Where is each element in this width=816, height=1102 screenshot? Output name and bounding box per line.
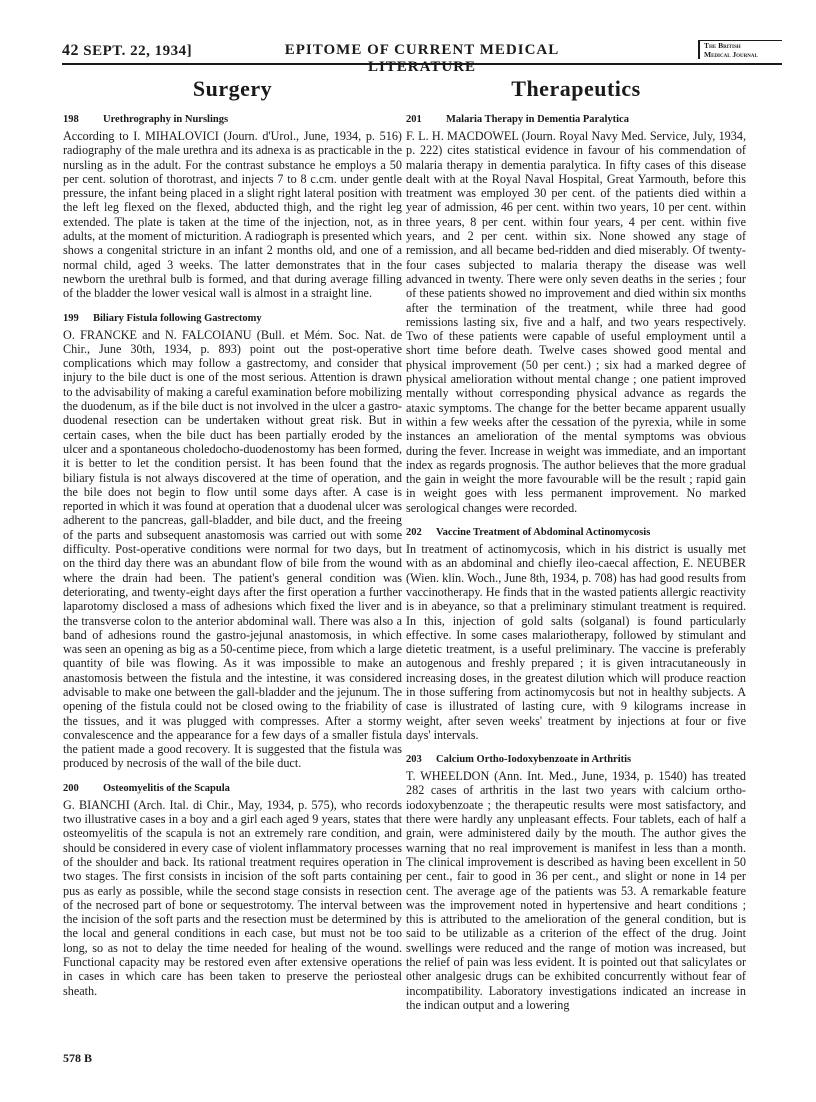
article-200-body: G. BIANCHI (Arch. Ital. di Chir., May, 1934, p. 575), who records two illustrative cases in a boy and a girl each aged 9 years, states that osteomyelitis of the scapula is not an extremely rare condition, and should be considered in every case of violent inflammatory processes of the shoulder and back. Its rational treatment requires operation in two stages. The first consists in incision of the soft parts containing pus as early as possible, while the second stage consists in resection of the necrosed part of bone or sequestrotomy. The interval between the incision of the soft parts and the resection must be determined by the local and general conditions in each case, but must not be too long, so as not to delay the time needed for healing of the wound. Functional capacity may be restored even after extensive operations in cases in which care has been taken to preserve the periosteal sheath. bbox=[63, 797, 402, 998]
header-rule bbox=[62, 63, 782, 65]
article-title: Urethrography in Nurslings bbox=[103, 114, 229, 125]
article-202-body: In treatment of actinomycosis, which in his district is usually met with as an abdominal and chiefly ileo-caecal affection, E. NEUBER (Wien. klin. Woch., June 8th, 1934, p. 708) has had good results from vaccinotherapy. He finds that in the wasted patients allergic reactivity is in abeyance, so that a preliminary stimulant treatment is required. In this, injection of gold salts (solganal) is found particularly effective. In some cases malariotherapy, followed by stimulant and dietetic treatment, is a useful preliminary. The vaccine is preferably autogenous and freshly prepared ; it is given intracutaneously in increasing doses, in the greatest dilution which will produce reaction in those suffering from actinomycosis but not in healthy subjects. A case is illustrated of lasting cure, with 9 kilograms increase in weight, after seven weeks' treatment by injections at four or five days' intervals. bbox=[406, 542, 746, 742]
article-203-heading bbox=[406, 754, 746, 765]
article-201-body: F. L. H. MACDOWEL (Journ. Royal Navy Med. Service, July, 1934, p. 222) cites statistical evidence in favour of his commendation of malaria therapy in dementia paralytica. In fifty cases of this disease dealt with at the Royal Naval Hospital, Great Yarmouth, before this treatment was employed 30 per cent. of the patients died within a year of admission, 46 per cent. within two years, 10 per cent. within three years, 8 per cent. within four years, 4 per cent. within five years, and 2 per cent. within six. None showed any stage of remission, and all became bed-ridden and died miserably. Of twenty-four cases subjected to malaria therapy the disease was well advanced in twenty. There were only seven deaths in the series ; four of these patients showed no improvement and died within six months after the termination of the treatment, while three had good remissions lasting six, five and a half, and two years respectively. Two of these patients were capable of useful employment until a short time before death. Twelve cases showed good mental and physical improvement (50 per cent.) ; six had a marked degree of physical amelioration without mental change ; one patient improved mentally without corresponding physical advance as regards the ataxic symptoms. The change for the better became apparent usually within a few weeks after the cessation of the pyrexia, while in some instances an amelioration of the mental symptoms was obvious during the fever. Increase in weight was immediate, and an important index as regards prognosis. The author believes that the more gradual the gain in weight the more favourable will be the result ; rapid gain in weight goes with less permanent improvement. No marked serological changes were recorded. bbox=[406, 129, 746, 515]
issue-date: SEPT. 22, 1934] bbox=[83, 43, 193, 59]
article-202-heading bbox=[406, 527, 746, 538]
article-number: 202 bbox=[406, 527, 422, 539]
page-footer-reference: 578 B bbox=[63, 1051, 93, 1065]
article-number: 201 bbox=[406, 114, 422, 125]
article-198-heading bbox=[63, 114, 402, 125]
article-198-body: According to I. MIHALOVICI (Journ. d'Urol., June, 1934, p. 516) radiography of the male urethra and its adnexa is as practicable in the nursling as in the adult. For the contrast substance he employs a 50 per cent. solution of thorotrast, and injects 7 to 8 c.cm. under gentle pressure, the infant being placed in a slight right lateral position with the left leg flexed on the flexed, abducted thigh, and the right leg extended. The plate is taken at the time of the injection, not, as in adults, at the moment of micturition. A radiograph is presented which shows a congenital stricture in an infant 2 months old, and one of a normal child, aged 3 weeks. The latter demonstrates that in the newborn the urethral bulb is formed, and that during average filling of the bladder the lower vesical wall is almost in a straight line. bbox=[63, 129, 402, 301]
article-title: Osteomyelitis of the Scapula bbox=[103, 782, 230, 794]
page-number: 42 bbox=[62, 42, 79, 59]
article-199-heading bbox=[63, 313, 402, 324]
article-201-heading bbox=[406, 114, 746, 125]
article-200-heading bbox=[63, 783, 402, 794]
section-title-surgery: Surgery bbox=[192, 76, 273, 101]
header-date-line bbox=[62, 42, 192, 60]
article-number: 200 bbox=[63, 782, 79, 794]
right-column bbox=[406, 70, 746, 1012]
article-title: Calcium Ortho-Iodoxybenzoate in Arthritis bbox=[436, 754, 632, 766]
article-title: Malaria Therapy in Dementia Paralytica bbox=[446, 114, 629, 125]
journal-name-line-1: The British bbox=[704, 41, 741, 50]
article-number: 199 bbox=[63, 312, 79, 324]
article-title: Biliary Fistula following Gastrectomy bbox=[93, 312, 262, 324]
article-title: Vaccine Treatment of Abdominal Actinomycosis bbox=[436, 527, 651, 539]
section-title-therapeutics: Therapeutics bbox=[511, 76, 641, 101]
article-number: 198 bbox=[63, 114, 79, 125]
journal-name bbox=[698, 40, 782, 59]
journal-name-line-2: Medical Journal bbox=[704, 50, 758, 59]
running-title: EPITOME OF CURRENT MEDICAL LITERATURE bbox=[284, 42, 560, 75]
article-199-body: O. FRANCKE and N. FALCOIANU (Bull. et Mém. Soc. Nat. de Chir., June 30th, 1934, p. 893) point out the post-operative complications which may follow a gastrectomy, and consider that injury to the bile duct is one of the most serious. Attention is drawn to the advisability of making a careful examination before mobilizing the duodenum, as if the bile duct is not involved in the ulcer a gastro-duodenal resection can be undertaken without great risk. But in certain cases, when the bile duct has been partially eroded by the ulcer and a spontaneous choledocho-duodenostomy has been formed, it is better to let the condition persist. It has been found that the biliary fistula is not always discovered at the time of operation, and the bile does not begin to flow until some days after. A case is reported in which it was found at operation that a duodenal ulcer was adherent to the pancreas, gall-bladder, and bile duct, and the freeing of the parts and subsequent anastomosis was carried out with some difficulty. Post-operative conditions were normal for two days, but on the third day there was an abundant flow of bile from the wound where the drain had been. The patient's general condition was deteriorating, and twenty-eight days after the first operation a further laparotomy disclosed a mass of adhesions which fixed the liver and the transverse colon to the anterior abdominal wall. There was also a band of adhesions round the gastro-jejunal anastomosis, in which was seen an opening as big as a 50-centime piece, from which a large quantity of bile was flowing. As it was impossible to make an anastomosis between the fistula and the intestine, it was considered advisable to make one between the gall-bladder and the jejunum. The opening of the fistula could not be closed owing to the friability of the tissues, and it was plugged with compresses. After a stormy convalescence and the appearance for a few days of a smaller fistula the patient made a good recovery. It is suggested that the fistula was produced by necrosis of the wall of the bile duct. bbox=[63, 327, 402, 771]
left-column bbox=[63, 70, 402, 998]
article-203-body: T. WHEELDON (Ann. Int. Med., June, 1934, p. 1540) has treated 282 cases of arthritis in the last two years with calcium ortho-iodoxybenzoate ; the therapeutic results were most satisfactory, and there were hardly any unpleasant effects. Four tablets, each of half a grain, were administered daily by the mouth. The author gives the warning that no real improvement is manifest in less than a month. The clinical improvement is described as having been excellent in 50 per cent., fair to good in 36 per cent., and slight or none in 14 per cent. The average age of the patients was 53. A remarkable feature was the improvement noted in hypertensive and heart conditions ; this is attributed to the amelioration of the general condition, but is said to be utilizable as a criterion of the effect of the drug. Joint swellings were reduced and the range of motion was increased, but the relief of pain was less evident. It is pointed out that salicylates or other analgesic drugs can be exhibited concurrently without fear of incompatibility. Laboratory investigations indicated an increase in the indican output and a lowering bbox=[406, 769, 746, 1012]
masthead bbox=[62, 40, 782, 75]
article-number: 203 bbox=[406, 754, 422, 766]
